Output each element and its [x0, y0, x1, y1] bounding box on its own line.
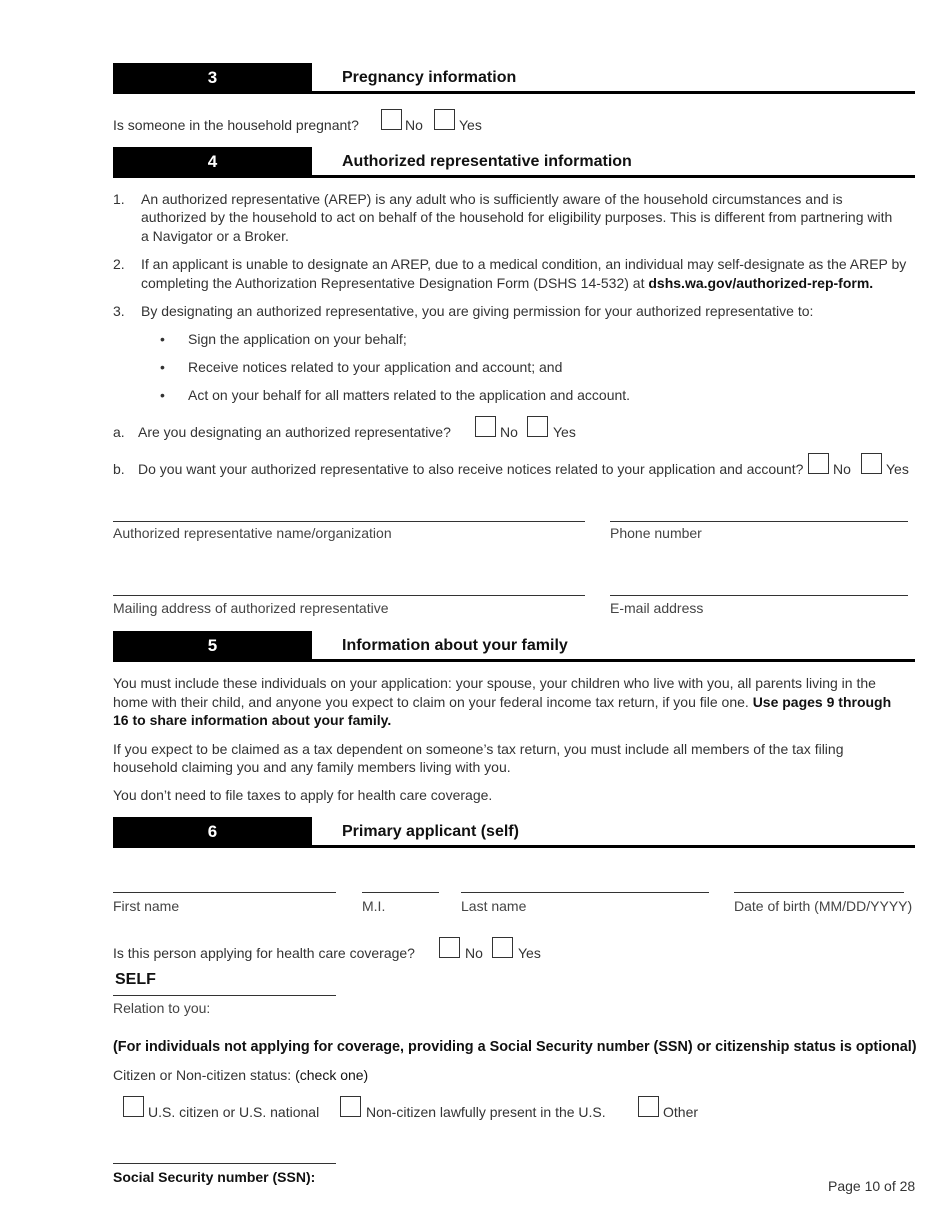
- arep-item-3-text: By designating an authorized representative, you are giving permission for your authorized representative to:: [141, 303, 814, 319]
- arep-form-link[interactable]: dshs.wa.gov/authorized-rep-form.: [648, 275, 874, 291]
- arep-phone-label: Phone number: [610, 525, 702, 541]
- middle-initial-input[interactable]: [362, 892, 439, 893]
- dob-input[interactable]: [734, 892, 904, 893]
- arep-item-1-line-3: a Navigator or a Broker.: [141, 228, 289, 244]
- arep-item-2-number: 2.: [113, 256, 125, 272]
- bullet-mark: •: [160, 359, 165, 375]
- citizen-status-line: [113, 1066, 368, 1085]
- pregnancy-yes-label: Yes: [459, 117, 482, 133]
- arep-notices-yes-checkbox[interactable]: [861, 453, 882, 474]
- arep-item-2-line-2: [141, 274, 873, 293]
- family-para-2-line-1: If you expect to be claimed as a tax dependent on someone’s tax return, you must include all members of the tax filing: [113, 741, 844, 757]
- arep-notices-no-label: No: [833, 461, 851, 477]
- non-citizen-checkbox[interactable]: [340, 1096, 361, 1117]
- bullet-mark: •: [160, 387, 165, 403]
- middle-initial-label: M.I.: [362, 898, 386, 914]
- arep-item-2-line-1: If an applicant is unable to designate an AREP, due to a medical condition, an individual may self-designate as the AREP by: [141, 256, 907, 272]
- arep-item-2-text: completing the Authorization Representative Designation Form (DSHS 14-532) at: [141, 275, 649, 291]
- arep-bullet-3: Act on your behalf for all matters related to the application and account.: [188, 387, 631, 403]
- section-5-rule: [113, 659, 915, 662]
- arep-item-1-line-1: An authorized representative (AREP) is any adult who is sufficiently aware of the household circumstances and is: [141, 191, 843, 207]
- family-para-1-text: home with their child, and anyone you expect to claim on your federal income tax return, if you file one.: [113, 694, 753, 710]
- section-5-number: 5: [113, 631, 312, 660]
- dob-label: Date of birth (MM/DD/YYYY): [734, 898, 913, 914]
- other-status-checkbox[interactable]: [638, 1096, 659, 1117]
- section-4-title: Authorized representative information: [342, 153, 632, 170]
- arep-question-a: Are you designating an authorized representative?: [138, 424, 451, 440]
- non-citizen-label: Non-citizen lawfully present in the U.S.: [366, 1104, 606, 1120]
- section-6-number: 6: [113, 817, 312, 846]
- section-3-number: 3: [113, 63, 312, 92]
- first-name-label: First name: [113, 898, 180, 914]
- arep-bullet-2: Receive notices related to your application and account; and: [188, 359, 563, 375]
- section-4-rule: [113, 175, 915, 178]
- arep-phone-input[interactable]: [610, 521, 908, 522]
- family-para-2-line-2: household claiming you and any family members living with you.: [113, 759, 511, 775]
- family-para-1-line-3: 16 to share information about your family.: [113, 712, 392, 728]
- section-6-rule: [113, 845, 915, 848]
- arep-item-1-line-2: authorized by the household to act on behalf of the household for eligibility purposes. This is different from partnering with: [141, 209, 893, 225]
- relation-label: Relation to you:: [113, 1000, 211, 1016]
- family-para-1-line-1: You must include these individuals on your application: your spouse, your children who live with you, all parents living in the: [113, 675, 876, 691]
- citizen-check-one: (check one): [295, 1067, 369, 1083]
- pregnancy-no-checkbox[interactable]: [381, 109, 402, 130]
- pregnancy-yes-checkbox[interactable]: [434, 109, 455, 130]
- ssn-label: Social Security number (SSN):: [113, 1169, 316, 1185]
- bullet-mark: •: [160, 331, 165, 347]
- page-number: Page 10 of 28: [828, 1178, 916, 1194]
- arep-question-b: Do you want your authorized representative to also receive notices related to your application and account?: [138, 461, 804, 477]
- pregnancy-question: Is someone in the household pregnant?: [113, 117, 359, 133]
- arep-notices-no-checkbox[interactable]: [808, 453, 829, 474]
- relation-input-line: [113, 995, 336, 996]
- arep-item-3-number: 3.: [113, 303, 125, 319]
- arep-notices-yes-label: Yes: [886, 461, 909, 477]
- section-6-title: Primary applicant (self): [342, 823, 519, 840]
- arep-address-label: Mailing address of authorized representative: [113, 600, 389, 616]
- coverage-question: Is this person applying for health care coverage?: [113, 945, 415, 961]
- coverage-no-label: No: [465, 945, 483, 961]
- last-name-label: Last name: [461, 898, 527, 914]
- citizen-status-label: Citizen or Non-citizen status:: [113, 1067, 296, 1083]
- family-para-1-line-2: [113, 693, 891, 712]
- arep-address-input[interactable]: [113, 595, 585, 596]
- arep-name-label: Authorized representative name/organization: [113, 525, 392, 541]
- arep-name-input[interactable]: [113, 521, 585, 522]
- ssn-input[interactable]: [113, 1163, 336, 1164]
- family-para-3: You don’t need to file taxes to apply for health care coverage.: [113, 787, 493, 803]
- family-pages-note: Use pages 9 through: [752, 694, 892, 710]
- arep-email-input[interactable]: [610, 595, 908, 596]
- first-name-input[interactable]: [113, 892, 336, 893]
- arep-designate-yes-checkbox[interactable]: [527, 416, 548, 437]
- other-status-label: Other: [663, 1104, 699, 1120]
- coverage-yes-checkbox[interactable]: [492, 937, 513, 958]
- arep-designate-no-checkbox[interactable]: [475, 416, 496, 437]
- arep-question-b-letter: b.: [113, 461, 125, 477]
- arep-email-label: E-mail address: [610, 600, 704, 616]
- section-4-number: 4: [113, 147, 312, 176]
- section-5-title: Information about your family: [342, 637, 568, 654]
- pregnancy-no-label: No: [405, 117, 423, 133]
- coverage-yes-label: Yes: [518, 945, 541, 961]
- arep-question-a-letter: a.: [113, 424, 125, 440]
- arep-designate-yes-label: Yes: [553, 424, 576, 440]
- section-3-rule: [113, 91, 915, 94]
- relation-value[interactable]: SELF: [115, 971, 156, 988]
- arep-bullet-1: Sign the application on your behalf;: [188, 331, 407, 347]
- optional-note: (For individuals not applying for coverage, providing a Social Security number (SSN) or citizenship status is optional): [113, 1039, 917, 1055]
- coverage-no-checkbox[interactable]: [439, 937, 460, 958]
- us-citizen-label: U.S. citizen or U.S. national: [148, 1104, 320, 1120]
- us-citizen-checkbox[interactable]: [123, 1096, 144, 1117]
- section-3-title: Pregnancy information: [342, 69, 517, 86]
- arep-designate-no-label: No: [500, 424, 518, 440]
- last-name-input[interactable]: [461, 892, 709, 893]
- arep-item-1-number: 1.: [113, 191, 125, 207]
